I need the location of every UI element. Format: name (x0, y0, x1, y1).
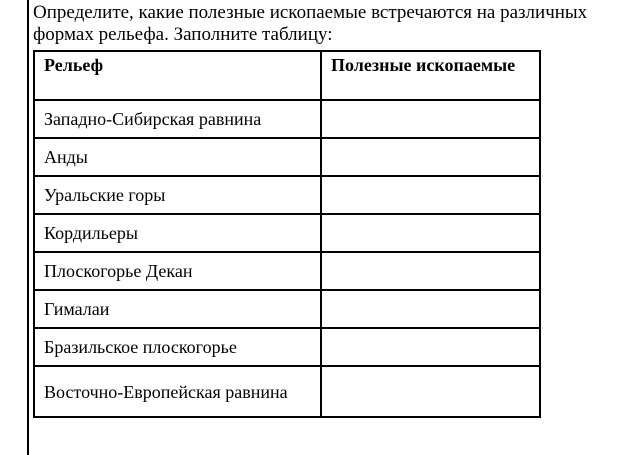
table-header-row (34, 51, 540, 100)
table-row (34, 328, 540, 366)
minerals-cell[interactable] (321, 100, 540, 138)
task-instructions: Определите, какие полезные ископаемые встречаются на различных формах рельефа. Заполните таблицу: (33, 2, 588, 45)
minerals-cell[interactable] (321, 366, 540, 417)
minerals-cell[interactable] (321, 176, 540, 214)
minerals-cell[interactable] (321, 252, 540, 290)
minerals-cell[interactable] (321, 138, 540, 176)
table-row (34, 176, 540, 214)
table-row (34, 366, 540, 417)
table-row (34, 138, 540, 176)
table-row (34, 252, 540, 290)
relief-cell: Уральские горы (34, 176, 321, 214)
relief-cell: Плоскогорье Декан (34, 252, 321, 290)
minerals-cell[interactable] (321, 214, 540, 252)
relief-cell: Бразильское плоскогорье (34, 328, 321, 366)
relief-cell: Кордильеры (34, 214, 321, 252)
table-row (34, 100, 540, 138)
header-relief: Рельеф (34, 51, 321, 100)
relief-cell: Восточно-Европейская равнина (34, 366, 321, 417)
relief-minerals-table (33, 50, 541, 418)
header-minerals: Полезные ископаемые (321, 51, 540, 100)
relief-cell: Западно-Сибирская равнина (34, 100, 321, 138)
minerals-cell[interactable] (321, 328, 540, 366)
table-row (34, 290, 540, 328)
relief-cell: Гималаи (34, 290, 321, 328)
minerals-cell[interactable] (321, 290, 540, 328)
page-margin-line (27, 0, 29, 455)
table-row (34, 214, 540, 252)
relief-cell: Анды (34, 138, 321, 176)
